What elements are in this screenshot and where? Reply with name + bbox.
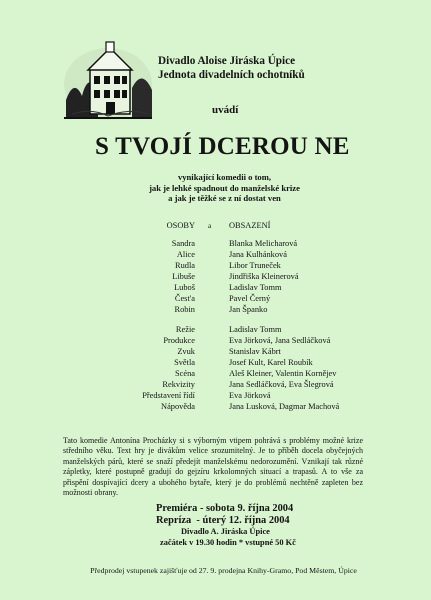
role-name: Alice	[176, 250, 195, 259]
cast-row	[0, 239, 431, 250]
actor-name: Blanka Melicharová	[229, 239, 298, 248]
presale-note: Předprodej vstupenek zajišťuje od 27. 9. prodejna Knihy-Gramo, Pod Městem, Úpice	[90, 566, 357, 575]
role-name: Sandra	[171, 239, 195, 248]
theater-name: Divadlo Aloise Jiráska Úpice	[158, 55, 296, 67]
crew-row	[0, 380, 431, 391]
crew-row	[0, 391, 431, 402]
actors-header: OBSAZENÍ	[229, 221, 271, 230]
crew-member: Josef Kult, Karel Roubík	[229, 358, 313, 367]
crew-role: Rekvizity	[162, 380, 195, 389]
role-name: Robin	[174, 305, 195, 314]
repriza-date: Repríza - úterý 12. října 2004	[156, 515, 290, 526]
cast-row	[0, 261, 431, 272]
cast-row	[0, 250, 431, 261]
venue-info	[160, 527, 296, 548]
crew-role: Scéna	[175, 369, 195, 378]
roles-header: OSOBY	[166, 221, 195, 230]
crew-member: Jana Lusková, Dagmar Machová	[229, 402, 340, 411]
actor-name: Pavel Černý	[229, 294, 271, 303]
premiere-date: Premiéra - sobota 9. října 2004	[156, 503, 294, 514]
start-and-price: začátek v 19.30 hodin * vstupné 50 Kč	[160, 537, 296, 547]
crew-row	[0, 369, 431, 380]
actor-name: Ladislav Tomm	[229, 283, 282, 292]
actor-name: Libor Truneček	[229, 261, 281, 270]
role-name: Rudla	[174, 261, 195, 270]
cast-row	[0, 294, 431, 305]
play-description: Tato komedie Antonína Procházky si s výborným vtipem pohrává s problémy možné krize středního věku. Text hry je divákům velice srozumitelný. Je to příběh docela obyčejných manželských párů, které se snaží předejít manželskému nedorozumění. Vznikají tak různé zápletky, které postupně gradují do gejzíru krkolomných situací a trapasů. A to vše za přispění dospívající dcery a ubohého bytaře, který je do problémů nechtěně zapleten bez možnosti obrany.	[63, 436, 363, 498]
crew-member: Eva Jörková, Jana Sedláčková	[229, 336, 331, 345]
crew-role: Režie	[175, 325, 195, 334]
performance-dates	[156, 503, 293, 527]
actor-name: Jindřiška Kleinerová	[229, 272, 299, 281]
crew-member: Eva Jörková	[229, 391, 271, 400]
actor-name: Jan Španko	[229, 305, 268, 314]
company-name: Jednota divadelních ochotníků	[158, 69, 305, 81]
subtitle-line: a jak je těžké se z ní dostat ven	[168, 193, 281, 203]
role-name: Čest'a	[174, 294, 195, 303]
role-name: Libuše	[172, 272, 195, 281]
actor-name: Jana Kulhánková	[229, 250, 287, 259]
crew-role: Zvuk	[177, 347, 195, 356]
crew-role: Produkce	[163, 336, 195, 345]
cast-row	[0, 283, 431, 294]
subtitle	[0, 172, 431, 204]
cast-row	[0, 272, 431, 283]
play-title: S TVOJÍ DCEROU NE	[95, 133, 350, 160]
subtitle-line: vynikající komedii o tom,	[177, 172, 272, 182]
crew-row	[0, 347, 431, 358]
crew-row	[0, 325, 431, 336]
crew-member: Jana Sedláčková, Eva Šlegrová	[229, 380, 334, 389]
cast-header	[0, 221, 431, 232]
theater-building-illustration	[62, 38, 154, 122]
crew-row	[0, 336, 431, 347]
crew-role: Světla	[174, 358, 195, 367]
crew-role: Nápověda	[161, 402, 195, 411]
crew-row	[0, 402, 431, 413]
role-name: Luboš	[174, 283, 195, 292]
subtitle-line: jak je lehké spadnout do manželské krize	[149, 182, 300, 193]
crew-row	[0, 358, 431, 369]
presents-label: uvádí	[212, 104, 239, 116]
and-separator: a	[208, 221, 212, 230]
header	[158, 54, 305, 82]
crew-role: Představení řídí	[142, 391, 195, 400]
crew-member: Stanislav Kábrt	[229, 347, 281, 356]
cast-row	[0, 305, 431, 316]
crew-member: Ladislav Tomm	[229, 325, 282, 334]
venue-name: Divadlo A. Jiráska Úpice	[181, 527, 270, 536]
crew-member: Aleš Kleiner, Valentin Kornějev	[229, 369, 337, 378]
